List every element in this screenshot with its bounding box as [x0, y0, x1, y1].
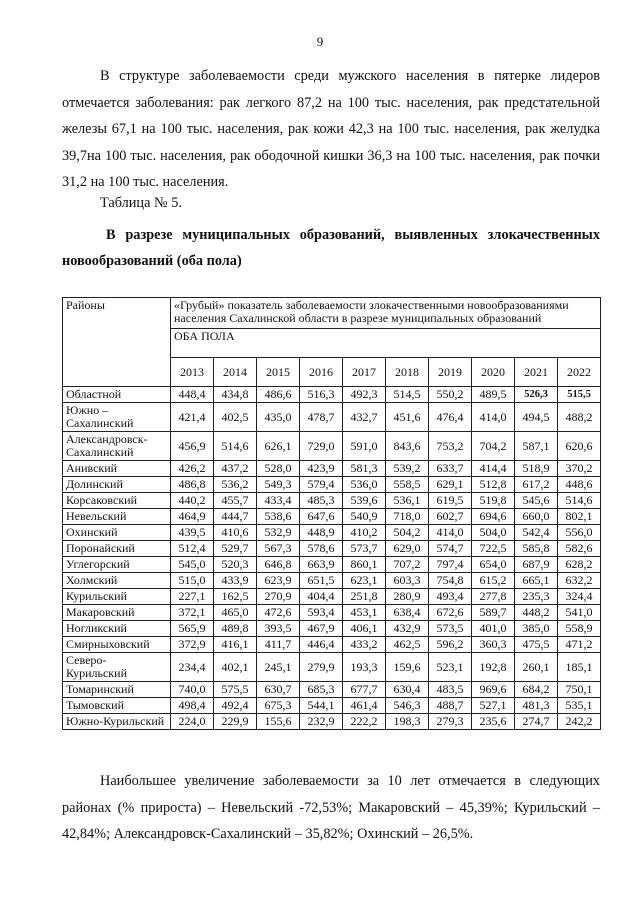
value-cell: 549,3 — [257, 477, 300, 493]
table-row — [63, 589, 601, 605]
value-cell: 410,6 — [214, 525, 257, 541]
header-year: 2022 — [558, 358, 601, 387]
value-cell: 518,9 — [515, 461, 558, 477]
value-cell: 581,3 — [343, 461, 386, 477]
value-cell: 694,6 — [472, 509, 515, 525]
region-name: Анивский — [63, 461, 171, 477]
value-cell: 411,7 — [257, 637, 300, 653]
header-year: 2021 — [515, 358, 558, 387]
region-name: Углегорский — [63, 557, 171, 573]
value-cell: 486,8 — [171, 477, 214, 493]
value-cell: 638,4 — [386, 605, 429, 621]
table-heading — [62, 222, 600, 274]
value-cell: 435,0 — [257, 403, 300, 432]
value-cell: 707,2 — [386, 557, 429, 573]
value-cell: 573,7 — [343, 541, 386, 557]
value-cell: 654,0 — [472, 557, 515, 573]
value-cell: 623,1 — [343, 573, 386, 589]
value-cell: 558,9 — [558, 621, 601, 637]
value-cell: 615,2 — [472, 573, 515, 589]
region-name: Смирныховский — [63, 637, 171, 653]
value-cell: 516,3 — [300, 387, 343, 403]
value-cell: 550,2 — [429, 387, 472, 403]
region-name: Томаринский — [63, 682, 171, 698]
value-cell: 536,0 — [343, 477, 386, 493]
value-cell: 629,1 — [429, 477, 472, 493]
value-cell: 401,0 — [472, 621, 515, 637]
value-cell: 433,9 — [214, 573, 257, 589]
value-cell: 448,2 — [515, 605, 558, 621]
table-row — [63, 461, 601, 477]
table-row — [63, 714, 601, 730]
value-cell: 185,1 — [558, 653, 601, 682]
value-cell: 414,0 — [472, 403, 515, 432]
region-name: Поронайский — [63, 541, 171, 557]
value-cell: 596,2 — [429, 637, 472, 653]
table-row — [63, 477, 601, 493]
value-cell: 504,2 — [386, 525, 429, 541]
value-cell: 416,1 — [214, 637, 257, 653]
region-name: Северо-Курильский — [63, 653, 171, 682]
paragraph-text: Наибольшее увеличение заболеваемости за 10 лет отмечается в следующих районах (% прироста) – Невельский -72,53%; Макаровский – 45,39%; Курильский – 42,84%; Александровск-Сахалинский – 35,82%; Охинский – 26,5%. — [62, 773, 600, 842]
value-cell: 489,8 — [214, 621, 257, 637]
value-cell: 528,0 — [257, 461, 300, 477]
value-cell: 448,6 — [558, 477, 601, 493]
value-cell: 483,5 — [429, 682, 472, 698]
header-year: 2020 — [472, 358, 515, 387]
header-indicator: «Грубый» показатель заболеваемости злокачественными новообразованиями населения Сахалинской области в разрезе муниципальных образований — [171, 298, 601, 329]
value-cell: 663,9 — [300, 557, 343, 573]
table-row — [63, 621, 601, 637]
region-name: Курильский — [63, 589, 171, 605]
value-cell: 603,3 — [386, 573, 429, 589]
value-cell: 159,6 — [386, 653, 429, 682]
value-cell: 155,6 — [257, 714, 300, 730]
value-cell: 251,8 — [343, 589, 386, 605]
header-year: 2017 — [343, 358, 386, 387]
value-cell: 462,5 — [386, 637, 429, 653]
value-cell: 274,7 — [515, 714, 558, 730]
table-row — [63, 653, 601, 682]
table-row — [63, 637, 601, 653]
value-cell: 677,7 — [343, 682, 386, 698]
region-name: Южно – Сахалинский — [63, 403, 171, 432]
table-heading-text: В разрезе муниципальных образований, выявленных злокачественных новообразований (оба пола) — [62, 227, 600, 269]
value-cell: 684,2 — [515, 682, 558, 698]
value-cell: 280,9 — [386, 589, 429, 605]
value-cell: 465,0 — [214, 605, 257, 621]
value-cell: 545,6 — [515, 493, 558, 509]
value-cell: 488,7 — [429, 698, 472, 714]
value-cell: 514,6 — [558, 493, 601, 509]
value-cell: 446,4 — [300, 637, 343, 653]
value-cell: 456,9 — [171, 432, 214, 461]
value-cell: 440,2 — [171, 493, 214, 509]
value-cell: 593,4 — [300, 605, 343, 621]
value-cell: 539,6 — [343, 493, 386, 509]
value-cell: 485,3 — [300, 493, 343, 509]
value-cell: 481,3 — [515, 698, 558, 714]
value-cell: 433,2 — [343, 637, 386, 653]
region-name: Ногликский — [63, 621, 171, 637]
value-cell: 585,8 — [515, 541, 558, 557]
value-cell: 434,8 — [214, 387, 257, 403]
value-cell: 492,3 — [343, 387, 386, 403]
region-name: Южно-Курильский — [63, 714, 171, 730]
value-cell: 360,3 — [472, 637, 515, 653]
value-cell: 260,1 — [515, 653, 558, 682]
value-cell: 192,8 — [472, 653, 515, 682]
value-cell: 860,1 — [343, 557, 386, 573]
region-name: Охинский — [63, 525, 171, 541]
value-cell: 478,7 — [300, 403, 343, 432]
value-cell: 619,5 — [429, 493, 472, 509]
value-cell: 472,6 — [257, 605, 300, 621]
value-cell: 797,4 — [429, 557, 472, 573]
value-cell: 439,5 — [171, 525, 214, 541]
value-cell: 224,0 — [171, 714, 214, 730]
value-cell: 193,3 — [343, 653, 386, 682]
value-cell: 574,7 — [429, 541, 472, 557]
value-cell: 402,5 — [214, 403, 257, 432]
value-cell: 665,1 — [515, 573, 558, 589]
value-cell: 573,5 — [429, 621, 472, 637]
value-cell: 556,0 — [558, 525, 601, 541]
value-cell: 476,4 — [429, 403, 472, 432]
table-row — [63, 541, 601, 557]
page-number: 9 — [316, 34, 324, 49]
table-row — [63, 605, 601, 621]
value-cell: 620,6 — [558, 432, 601, 461]
value-cell: 753,2 — [429, 432, 472, 461]
table-row — [63, 698, 601, 714]
value-cell: 279,3 — [429, 714, 472, 730]
region-name: Корсаковский — [63, 493, 171, 509]
value-cell: 423,9 — [300, 461, 343, 477]
value-cell: 515,5 — [558, 387, 601, 403]
value-cell: 486,6 — [257, 387, 300, 403]
value-cell: 426,2 — [171, 461, 214, 477]
value-cell: 370,2 — [558, 461, 601, 477]
table-caption: Таблица № 5. — [100, 195, 182, 211]
value-cell: 685,3 — [300, 682, 343, 698]
value-cell: 414,4 — [472, 461, 515, 477]
value-cell: 750,1 — [558, 682, 601, 698]
value-cell: 626,1 — [257, 432, 300, 461]
value-cell: 754,8 — [429, 573, 472, 589]
value-cell: 453,1 — [343, 605, 386, 621]
value-cell: 414,0 — [429, 525, 472, 541]
value-cell: 515,0 — [171, 573, 214, 589]
value-cell: 227,1 — [171, 589, 214, 605]
value-cell: 489,5 — [472, 387, 515, 403]
value-cell: 455,7 — [214, 493, 257, 509]
value-cell: 512,8 — [472, 477, 515, 493]
value-cell: 512,4 — [171, 541, 214, 557]
header-year: 2019 — [429, 358, 472, 387]
value-cell: 529,7 — [214, 541, 257, 557]
value-cell: 222,2 — [343, 714, 386, 730]
header-year: 2016 — [300, 358, 343, 387]
value-cell: 633,7 — [429, 461, 472, 477]
value-cell: 461,4 — [343, 698, 386, 714]
value-cell: 235,3 — [515, 589, 558, 605]
value-cell: 582,6 — [558, 541, 601, 557]
header-year: 2013 — [171, 358, 214, 387]
value-cell: 628,2 — [558, 557, 601, 573]
value-cell: 324,4 — [558, 589, 601, 605]
header-regions: Районы — [63, 298, 171, 387]
table-row — [63, 403, 601, 432]
value-cell: 542,4 — [515, 525, 558, 541]
header-both-sexes: ОБА ПОЛА — [171, 329, 601, 358]
table-row — [63, 432, 601, 461]
value-cell: 587,1 — [515, 432, 558, 461]
value-cell: 410,2 — [343, 525, 386, 541]
value-cell: 494,5 — [515, 403, 558, 432]
paragraph-text: В структуре заболеваемости среди мужского населения в пятерке лидеров отмечается заболевания: рак легкого 87,2 на 100 тыс. населения, рак предстательной железы 67,1 на 100 тыс. населения, рак кожи 42,3 на 100 тыс. населения, рак желудка 39,7на 100 тыс. населения, рак ободочной кишки 36,3 на 100 тыс. населения, рак почки 31,2 на 100 тыс. населения. — [62, 68, 600, 190]
header-year: 2018 — [386, 358, 429, 387]
value-cell: 535,1 — [558, 698, 601, 714]
value-cell: 589,7 — [472, 605, 515, 621]
value-cell: 704,2 — [472, 432, 515, 461]
value-cell: 448,9 — [300, 525, 343, 541]
table-row — [63, 525, 601, 541]
table-row — [63, 493, 601, 509]
value-cell: 558,5 — [386, 477, 429, 493]
region-name: Невельский — [63, 509, 171, 525]
value-cell: 475,5 — [515, 637, 558, 653]
value-cell: 520,3 — [214, 557, 257, 573]
value-cell: 432,9 — [386, 621, 429, 637]
value-cell: 647,6 — [300, 509, 343, 525]
value-cell: 651,5 — [300, 573, 343, 589]
paragraph-growth — [62, 768, 600, 848]
table-row — [63, 557, 601, 573]
incidence-table — [62, 297, 601, 730]
value-cell: 402,1 — [214, 653, 257, 682]
table-row — [63, 387, 601, 403]
value-cell: 270,9 — [257, 589, 300, 605]
value-cell: 617,2 — [515, 477, 558, 493]
value-cell: 687,9 — [515, 557, 558, 573]
value-cell: 578,6 — [300, 541, 343, 557]
value-cell: 532,9 — [257, 525, 300, 541]
value-cell: 372,1 — [171, 605, 214, 621]
value-cell: 539,2 — [386, 461, 429, 477]
value-cell: 629,0 — [386, 541, 429, 557]
region-name: Тымовский — [63, 698, 171, 714]
value-cell: 471,2 — [558, 637, 601, 653]
value-cell: 492,4 — [214, 698, 257, 714]
value-cell: 623,9 — [257, 573, 300, 589]
value-cell: 467,9 — [300, 621, 343, 637]
region-name: Долинский — [63, 477, 171, 493]
value-cell: 406,1 — [343, 621, 386, 637]
value-cell: 432,7 — [343, 403, 386, 432]
value-cell: 969,6 — [472, 682, 515, 698]
value-cell: 448,4 — [171, 387, 214, 403]
value-cell: 536,1 — [386, 493, 429, 509]
value-cell: 493,4 — [429, 589, 472, 605]
value-cell: 591,0 — [343, 432, 386, 461]
value-cell: 538,6 — [257, 509, 300, 525]
value-cell: 385,0 — [515, 621, 558, 637]
value-cell: 632,2 — [558, 573, 601, 589]
value-cell: 536,2 — [214, 477, 257, 493]
value-cell: 527,1 — [472, 698, 515, 714]
value-cell: 630,7 — [257, 682, 300, 698]
table-row — [63, 682, 601, 698]
value-cell: 602,7 — [429, 509, 472, 525]
value-cell: 540,9 — [343, 509, 386, 525]
value-cell: 234,4 — [171, 653, 214, 682]
value-cell: 544,1 — [300, 698, 343, 714]
value-cell: 546,3 — [386, 698, 429, 714]
value-cell: 740,0 — [171, 682, 214, 698]
value-cell: 526,3 — [515, 387, 558, 403]
value-cell: 404,4 — [300, 589, 343, 605]
value-cell: 722,5 — [472, 541, 515, 557]
value-cell: 235,6 — [472, 714, 515, 730]
value-cell: 567,3 — [257, 541, 300, 557]
value-cell: 437,2 — [214, 461, 257, 477]
value-cell: 514,6 — [214, 432, 257, 461]
value-cell: 433,4 — [257, 493, 300, 509]
value-cell: 519,8 — [472, 493, 515, 509]
value-cell: 843,6 — [386, 432, 429, 461]
table-row — [63, 509, 601, 525]
value-cell: 229,9 — [214, 714, 257, 730]
region-name: Александровск-Сахалинский — [63, 432, 171, 461]
region-name: Макаровский — [63, 605, 171, 621]
header-year: 2014 — [214, 358, 257, 387]
value-cell: 802,1 — [558, 509, 601, 525]
table-row — [63, 573, 601, 589]
value-cell: 660,0 — [515, 509, 558, 525]
value-cell: 523,1 — [429, 653, 472, 682]
value-cell: 242,2 — [558, 714, 601, 730]
value-cell: 718,0 — [386, 509, 429, 525]
value-cell: 372,9 — [171, 637, 214, 653]
value-cell: 565,9 — [171, 621, 214, 637]
header-year: 2015 — [257, 358, 300, 387]
value-cell: 579,4 — [300, 477, 343, 493]
value-cell: 514,5 — [386, 387, 429, 403]
value-cell: 444,7 — [214, 509, 257, 525]
value-cell: 498,4 — [171, 698, 214, 714]
value-cell: 421,4 — [171, 403, 214, 432]
value-cell: 729,0 — [300, 432, 343, 461]
value-cell: 541,0 — [558, 605, 601, 621]
region-name: Областной — [63, 387, 171, 403]
value-cell: 464,9 — [171, 509, 214, 525]
value-cell: 198,3 — [386, 714, 429, 730]
value-cell: 245,1 — [257, 653, 300, 682]
value-cell: 672,6 — [429, 605, 472, 621]
value-cell: 630,4 — [386, 682, 429, 698]
value-cell: 675,3 — [257, 698, 300, 714]
value-cell: 646,8 — [257, 557, 300, 573]
value-cell: 232,9 — [300, 714, 343, 730]
value-cell: 575,5 — [214, 682, 257, 698]
value-cell: 504,0 — [472, 525, 515, 541]
paragraph-male-incidence — [62, 63, 600, 196]
value-cell: 393,5 — [257, 621, 300, 637]
value-cell: 279,9 — [300, 653, 343, 682]
region-name: Холмский — [63, 573, 171, 589]
value-cell: 451,6 — [386, 403, 429, 432]
value-cell: 162,5 — [214, 589, 257, 605]
value-cell: 488,2 — [558, 403, 601, 432]
value-cell: 545,0 — [171, 557, 214, 573]
value-cell: 277,8 — [472, 589, 515, 605]
